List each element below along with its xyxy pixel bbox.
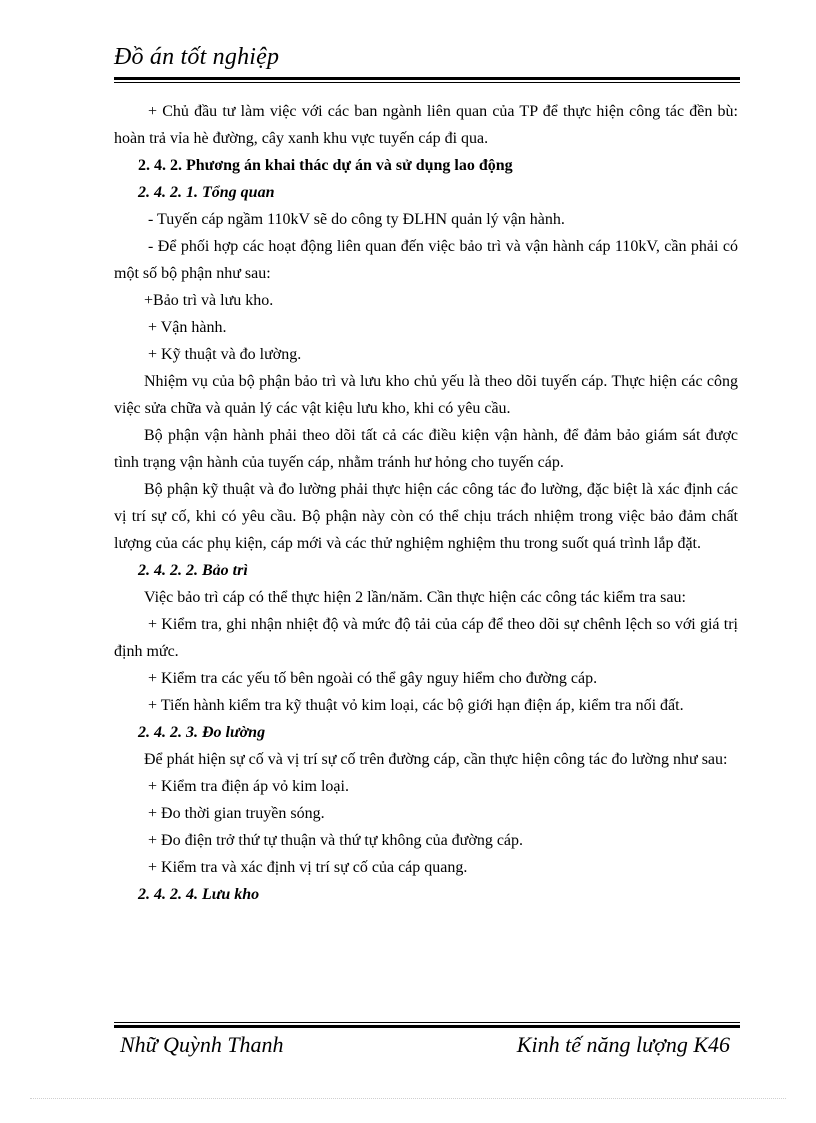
paragraph: Để phát hiện sự cố và vị trí sự cố trên đường cáp, cần thực hiện công tác đo lường như sau:	[144, 751, 728, 768]
page-bottom-dotted-line	[30, 1098, 786, 1099]
footer-author: Nhữ Quỳnh Thanh	[120, 1032, 284, 1057]
paragraph: Việc bảo trì cáp có thể thực hiện 2 lần/năm. Cần thực hiện các công tác kiểm tra sau:	[144, 589, 686, 606]
list-item: + Tiến hành kiểm tra kỹ thuật vỏ kim loại, các bộ giới hạn điện áp, kiểm tra nối đất.	[148, 697, 684, 714]
header-rule-thin	[114, 82, 740, 83]
paragraph: Bộ phận vận hành phải theo dõi tất cả các điều kiện vận hành, để đảm bảo giám sát được tình trạng vận hành của tuyến cáp, nhằm tránh hư hỏng cho tuyến cáp.	[114, 427, 738, 471]
footer-class: Kinh tế năng lượng K46	[516, 1032, 730, 1057]
header-rule-thick	[114, 77, 740, 80]
list-item: + Kỹ thuật và đo lường.	[148, 346, 302, 363]
footer-rule-thin	[114, 1022, 740, 1023]
paragraph: - Tuyến cáp ngầm 110kV sẽ do công ty ĐLHN quản lý vận hành.	[148, 211, 565, 228]
subsection-heading: 2. 4. 2. 4. Lưu kho	[138, 886, 260, 903]
paragraph: + Chủ đầu tư làm việc với các ban ngành liên quan của TP để thực hiện công tác đền bù: hoàn trả vỉa hè đường, cây xanh khu vực tuyến cáp đi qua.	[114, 103, 738, 147]
list-item: + Đo thời gian truyền sóng.	[148, 805, 325, 822]
list-item: +Bảo trì và lưu kho.	[144, 292, 274, 309]
subsection-heading: 2. 4. 2. 2. Bảo trì	[138, 562, 248, 579]
section-heading: 2. 4. 2. Phương án khai thác dự án và sử dụng lao động	[138, 157, 513, 174]
list-item: + Kiểm tra và xác định vị trí sự cố của cáp quang.	[148, 859, 468, 876]
subsection-heading: 2. 4. 2. 3. Đo lường	[138, 724, 266, 741]
paragraph: Bộ phận kỹ thuật và đo lường phải thực hiện các công tác đo lường, đặc biệt là xác định các vị trí sự cố, khi có yêu cầu. Bộ phận này còn có thể chịu trách nhiệm trong việc bảo đảm chất lượng của các phụ kiện, cáp mới và các thử nghiệm nghiệm thu trong suốt quá trình lắp đặt.	[114, 481, 738, 552]
list-item: + Đo điện trở thứ tự thuận và thứ tự không của đường cáp.	[148, 832, 524, 849]
paragraph: Nhiệm vụ của bộ phận bảo trì và lưu kho chủ yếu là theo dõi tuyến cáp. Thực hiện các công việc sửa chữa và quản lý các vật kiệu lưu kho, khi có yêu cầu.	[114, 373, 738, 417]
subsection-heading: 2. 4. 2. 1. Tổng quan	[138, 184, 275, 201]
paragraph: - Để phối hợp các hoạt động liên quan đến việc bảo trì và vận hành cáp 110kV, cần phải có một số bộ phận như sau:	[114, 238, 738, 282]
list-item: + Kiểm tra điện áp vỏ kim loại.	[148, 778, 349, 795]
document-body	[114, 98, 738, 908]
list-item: + Vận hành.	[148, 319, 227, 336]
list-item: + Kiểm tra, ghi nhận nhiệt độ và mức độ tải của cáp để theo dõi sự chênh lệch so với giá trị định mức.	[114, 616, 738, 660]
page-header-title: Đồ án tốt nghiệp	[114, 44, 280, 70]
list-item: + Kiểm tra các yếu tố bên ngoài có thể gây nguy hiểm cho đường cáp.	[148, 670, 598, 687]
footer-rule-thick	[114, 1025, 740, 1028]
